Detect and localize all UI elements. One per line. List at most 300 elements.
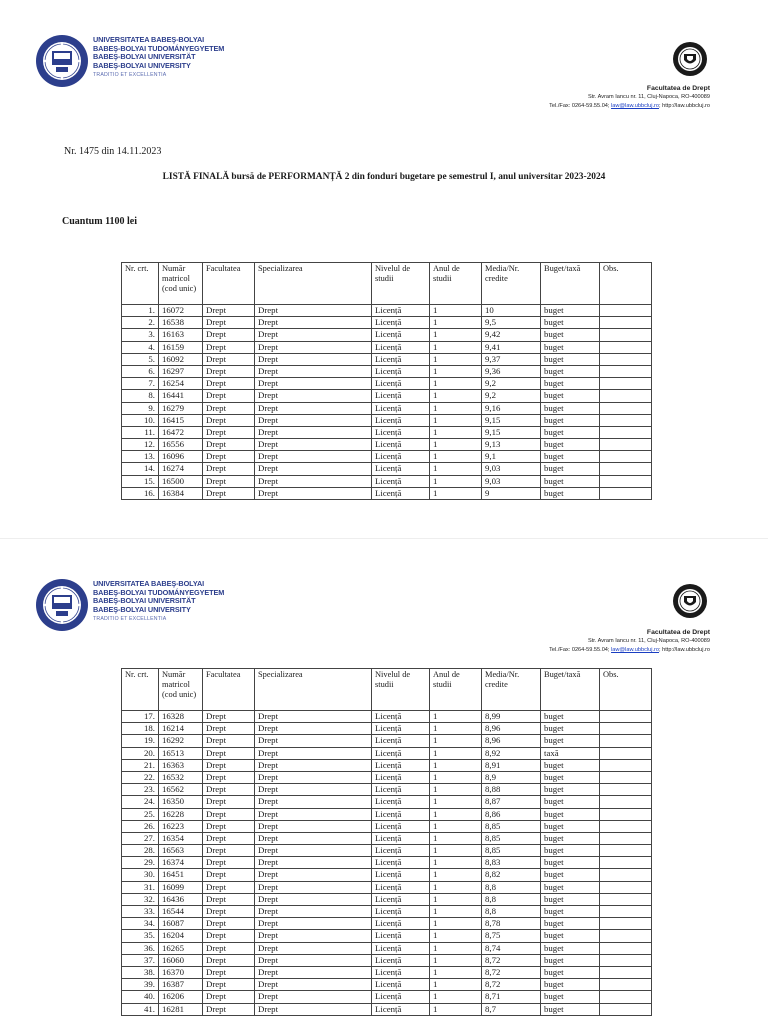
cell-nr: 16. [122,487,159,499]
table-row [122,881,652,893]
cell-matricol: 16206 [159,991,203,1003]
cell-matricol: 16563 [159,845,203,857]
cell-nivel: Licență [372,353,430,365]
cell-nivel: Licență [372,893,430,905]
cell-nr: 17. [122,711,159,723]
cell-nr: 35. [122,930,159,942]
table-row [122,857,652,869]
cell-an: 1 [430,451,482,463]
col-matricol: Număr matricol (cod unic) [159,263,203,305]
cell-buget: buget [541,723,600,735]
cell-an: 1 [430,426,482,438]
table-row [122,869,652,881]
university-name-ro: UNIVERSITATEA BABEŞ-BOLYAI [93,579,205,588]
cell-obs [600,869,652,881]
col-specializarea: Specializarea [255,263,372,305]
cell-obs [600,439,652,451]
cell-buget: buget [541,759,600,771]
cell-obs [600,759,652,771]
cell-media: 8,8 [482,893,541,905]
cell-nr: 23. [122,784,159,796]
cell-nivel: Licență [372,869,430,881]
cell-nivel: Licență [372,317,430,329]
cell-specializarea: Drept [255,954,372,966]
cell-buget: buget [541,390,600,402]
cell-specializarea: Drept [255,365,372,377]
university-seal-icon [35,578,89,632]
cell-nr: 26. [122,820,159,832]
cell-facultatea: Drept [203,329,255,341]
university-name [93,580,224,624]
table-row [122,317,652,329]
cell-buget: buget [541,353,600,365]
col-media: Media/Nr. credite [482,263,541,305]
cell-facultatea: Drept [203,317,255,329]
cell-an: 1 [430,487,482,499]
cell-an: 1 [430,305,482,317]
faculty-address: Str. Avram Iancu nr. 11, Cluj-Napoca, RO-400089 [588,94,710,100]
cell-facultatea: Drept [203,463,255,475]
cell-buget: buget [541,451,600,463]
cell-buget: buget [541,426,600,438]
cell-an: 1 [430,317,482,329]
cell-an: 1 [430,353,482,365]
cell-an: 1 [430,475,482,487]
cell-specializarea: Drept [255,906,372,918]
col-nivel: Nivelul de studii [372,263,430,305]
cell-buget: buget [541,1003,600,1015]
cell-facultatea: Drept [203,305,255,317]
cell-nivel: Licență [372,881,430,893]
cell-obs [600,845,652,857]
cell-obs [600,881,652,893]
cell-an: 1 [430,463,482,475]
cell-nivel: Licență [372,378,430,390]
cell-matricol: 16092 [159,353,203,365]
table-row [122,784,652,796]
cell-nivel: Licență [372,771,430,783]
cell-specializarea: Drept [255,808,372,820]
cell-media: 9,2 [482,390,541,402]
cell-facultatea: Drept [203,390,255,402]
cell-obs [600,365,652,377]
cell-nr: 4. [122,341,159,353]
cell-media: 8,85 [482,832,541,844]
document-title: LISTĂ FINALĂ bursă de PERFORMANȚĂ 2 din fonduri bugetare pe semestrul I, anul universitar 2023-2024 [162,172,606,182]
cell-buget: buget [541,893,600,905]
cell-matricol: 16096 [159,451,203,463]
cell-an: 1 [430,329,482,341]
cell-an: 1 [430,723,482,735]
cell-nr: 24. [122,796,159,808]
cell-obs [600,906,652,918]
cell-buget: buget [541,954,600,966]
table-row [122,930,652,942]
table-row [122,845,652,857]
university-name-hu: BABEŞ-BOLYAI TUDOMÁNYEGYETEM [93,43,225,53]
cell-matricol: 16513 [159,747,203,759]
cell-nivel: Licență [372,954,430,966]
cell-media: 9,15 [482,426,541,438]
table-row [122,991,652,1003]
cell-obs [600,353,652,365]
cell-nr: 13. [122,451,159,463]
cell-matricol: 16204 [159,930,203,942]
cell-an: 1 [430,991,482,1003]
cell-nr: 27. [122,832,159,844]
cell-nr: 32. [122,893,159,905]
table-row [122,735,652,747]
cell-facultatea: Drept [203,759,255,771]
cell-media: 8,75 [482,930,541,942]
cell-facultatea: Drept [203,918,255,930]
cell-matricol: 16228 [159,808,203,820]
faculty-block [549,84,710,111]
cell-an: 1 [430,759,482,771]
cell-obs [600,390,652,402]
cell-obs [600,305,652,317]
contact-website[interactable]: ; http://law.ubbcluj.ro [659,103,710,109]
cell-an: 1 [430,857,482,869]
cell-media: 8,72 [482,979,541,991]
cell-nivel: Licență [372,832,430,844]
cell-obs [600,735,652,747]
cell-specializarea: Drept [255,414,372,426]
document-number: Nr. 1475 din 14.11.2023 [64,146,162,157]
cell-nr: 10. [122,414,159,426]
table-row [122,426,652,438]
university-logo [35,578,224,632]
cell-obs [600,930,652,942]
cell-specializarea: Drept [255,439,372,451]
table-row [122,487,652,499]
col-facultatea: Facultatea [203,263,255,305]
cell-media: 9,42 [482,329,541,341]
cell-buget: buget [541,735,600,747]
table-row [122,711,652,723]
table-header-row [122,669,652,711]
university-name-hu: BABEŞ-BOLYAI TUDOMÁNYEGYETEM [93,587,225,597]
cell-nivel: Licență [372,475,430,487]
table-row [122,808,652,820]
cell-nr: 34. [122,918,159,930]
cell-media: 9,36 [482,365,541,377]
cell-facultatea: Drept [203,487,255,499]
email-link[interactable]: law@law.ubbcluj.ro [611,647,659,653]
cell-nr: 33. [122,906,159,918]
cell-facultatea: Drept [203,341,255,353]
cell-media: 8,7 [482,1003,541,1015]
cell-nr: 14. [122,463,159,475]
cell-specializarea: Drept [255,966,372,978]
cell-specializarea: Drept [255,735,372,747]
cell-specializarea: Drept [255,979,372,991]
cell-obs [600,426,652,438]
col-nivel: Nivelul de studii [372,669,430,711]
cell-nr: 20. [122,747,159,759]
page-2 [0,540,768,1024]
cell-nivel: Licență [372,747,430,759]
cell-obs [600,893,652,905]
cell-matricol: 16087 [159,918,203,930]
cell-facultatea: Drept [203,832,255,844]
faculty-name: Facultatea de Drept [646,85,710,92]
cell-obs [600,991,652,1003]
cell-nivel: Licență [372,735,430,747]
cell-matricol: 16279 [159,402,203,414]
cell-an: 1 [430,881,482,893]
cell-specializarea: Drept [255,463,372,475]
col-facultatea: Facultatea [203,669,255,711]
contact-website[interactable]: ; http://law.ubbcluj.ro [659,647,710,653]
cell-matricol: 16060 [159,954,203,966]
table-row [122,341,652,353]
cell-an: 1 [430,796,482,808]
cell-specializarea: Drept [255,1003,372,1015]
cell-facultatea: Drept [203,426,255,438]
cell-an: 1 [430,979,482,991]
cell-buget: buget [541,796,600,808]
table-row [122,771,652,783]
cell-nivel: Licență [372,784,430,796]
table-row [122,820,652,832]
cell-matricol: 16354 [159,832,203,844]
university-name [93,36,224,80]
cell-specializarea: Drept [255,942,372,954]
cell-obs [600,487,652,499]
cell-nivel: Licență [372,723,430,735]
contact-phone: Tel./Fax: 0264-59.55.04; [549,647,612,653]
cell-facultatea: Drept [203,353,255,365]
cell-obs [600,723,652,735]
page-separator [0,538,768,539]
cell-matricol: 16387 [159,979,203,991]
cell-nr: 6. [122,365,159,377]
cell-media: 9,03 [482,463,541,475]
col-buget: Buget/taxă [541,263,600,305]
cell-matricol: 16538 [159,317,203,329]
scholarship-table [121,262,652,500]
cell-matricol: 16384 [159,487,203,499]
cell-an: 1 [430,1003,482,1015]
cell-media: 9,5 [482,317,541,329]
table-row [122,353,652,365]
cell-media: 8,72 [482,966,541,978]
cell-facultatea: Drept [203,845,255,857]
cell-nr: 29. [122,857,159,869]
table-row [122,723,652,735]
cell-buget: buget [541,930,600,942]
cell-facultatea: Drept [203,439,255,451]
cell-obs [600,711,652,723]
cell-nr: 2. [122,317,159,329]
cell-nr: 19. [122,735,159,747]
email-link[interactable]: law@law.ubbcluj.ro [611,103,659,109]
cell-facultatea: Drept [203,723,255,735]
cell-media: 9 [482,487,541,499]
cell-an: 1 [430,942,482,954]
cell-buget: buget [541,966,600,978]
cell-an: 1 [430,711,482,723]
table-row [122,796,652,808]
cell-obs [600,317,652,329]
table-row [122,954,652,966]
cell-nr: 31. [122,881,159,893]
cell-nivel: Licență [372,979,430,991]
cell-nivel: Licență [372,439,430,451]
cell-nr: 11. [122,426,159,438]
cell-buget: buget [541,845,600,857]
university-logo [35,34,224,88]
col-nr-crt: Nr. crt. [122,263,159,305]
cell-buget: buget [541,475,600,487]
cell-obs [600,451,652,463]
cell-matricol: 16254 [159,378,203,390]
table-row [122,942,652,954]
cell-media: 8,96 [482,723,541,735]
table-row [122,402,652,414]
cell-obs [600,747,652,759]
cell-specializarea: Drept [255,475,372,487]
cell-specializarea: Drept [255,378,372,390]
cell-media: 8,92 [482,747,541,759]
cell-nivel: Licență [372,390,430,402]
cell-nivel: Licență [372,365,430,377]
table-row [122,378,652,390]
cell-nivel: Licență [372,857,430,869]
cell-nivel: Licență [372,329,430,341]
cell-matricol: 16441 [159,390,203,402]
cell-nr: 25. [122,808,159,820]
cell-buget: buget [541,918,600,930]
cell-media: 9,41 [482,341,541,353]
cell-an: 1 [430,735,482,747]
cell-media: 8,9 [482,771,541,783]
cell-media: 8,86 [482,808,541,820]
cell-obs [600,796,652,808]
col-specializarea: Specializarea [255,669,372,711]
cell-buget: buget [541,402,600,414]
cell-obs [600,475,652,487]
cell-obs [600,942,652,954]
cell-an: 1 [430,954,482,966]
cell-media: 9,03 [482,475,541,487]
cell-an: 1 [430,378,482,390]
cell-media: 8,99 [482,711,541,723]
cell-specializarea: Drept [255,881,372,893]
cell-buget: taxă [541,747,600,759]
cell-nivel: Licență [372,451,430,463]
cell-an: 1 [430,365,482,377]
cell-matricol: 16163 [159,329,203,341]
table-row [122,1003,652,1015]
cell-an: 1 [430,845,482,857]
cell-an: 1 [430,771,482,783]
cell-buget: buget [541,378,600,390]
col-obs: Obs. [600,263,652,305]
cell-matricol: 16099 [159,881,203,893]
cell-facultatea: Drept [203,906,255,918]
cell-obs [600,1003,652,1015]
cell-media: 10 [482,305,541,317]
cell-facultatea: Drept [203,966,255,978]
cell-an: 1 [430,414,482,426]
cell-specializarea: Drept [255,857,372,869]
cell-nr: 21. [122,759,159,771]
cell-specializarea: Drept [255,796,372,808]
cell-nivel: Licență [372,305,430,317]
cell-specializarea: Drept [255,711,372,723]
table-row [122,329,652,341]
cell-buget: buget [541,711,600,723]
university-name-en: BABEŞ-BOLYAI UNIVERSITY [93,60,191,70]
cell-nr: 38. [122,966,159,978]
cell-nr: 9. [122,402,159,414]
cell-buget: buget [541,857,600,869]
university-seal-icon [35,34,89,88]
cell-specializarea: Drept [255,341,372,353]
cell-media: 9,1 [482,451,541,463]
cell-nivel: Licență [372,711,430,723]
cell-specializarea: Drept [255,305,372,317]
cell-matricol: 16350 [159,796,203,808]
cell-facultatea: Drept [203,893,255,905]
faculty-name: Facultatea de Drept [646,629,710,636]
cell-an: 1 [430,439,482,451]
table-row [122,832,652,844]
cell-buget: buget [541,942,600,954]
cell-facultatea: Drept [203,991,255,1003]
cell-obs [600,329,652,341]
cell-matricol: 16500 [159,475,203,487]
university-name-en: BABEŞ-BOLYAI UNIVERSITY [93,604,191,614]
cell-nivel: Licență [372,414,430,426]
cell-buget: buget [541,808,600,820]
cell-obs [600,954,652,966]
cell-media: 8,8 [482,906,541,918]
cell-nivel: Licență [372,463,430,475]
cell-obs [600,820,652,832]
cell-facultatea: Drept [203,414,255,426]
cell-nivel: Licență [372,1003,430,1015]
cell-buget: buget [541,991,600,1003]
cell-media: 8,91 [482,759,541,771]
cell-an: 1 [430,832,482,844]
cell-matricol: 16532 [159,771,203,783]
cell-an: 1 [430,820,482,832]
cell-media: 8,72 [482,954,541,966]
amount-line: Cuantum 1100 lei [62,216,138,227]
cell-specializarea: Drept [255,747,372,759]
cell-nr: 12. [122,439,159,451]
cell-nivel: Licență [372,942,430,954]
cell-specializarea: Drept [255,820,372,832]
cell-an: 1 [430,930,482,942]
cell-matricol: 16297 [159,365,203,377]
cell-media: 9,16 [482,402,541,414]
table-row [122,451,652,463]
cell-nivel: Licență [372,991,430,1003]
cell-media: 8,78 [482,918,541,930]
cell-specializarea: Drept [255,869,372,881]
cell-matricol: 16159 [159,341,203,353]
cell-matricol: 16223 [159,820,203,832]
scholarship-table-continued [121,668,652,1016]
cell-media: 8,82 [482,869,541,881]
table-row [122,463,652,475]
cell-facultatea: Drept [203,747,255,759]
cell-specializarea: Drept [255,317,372,329]
